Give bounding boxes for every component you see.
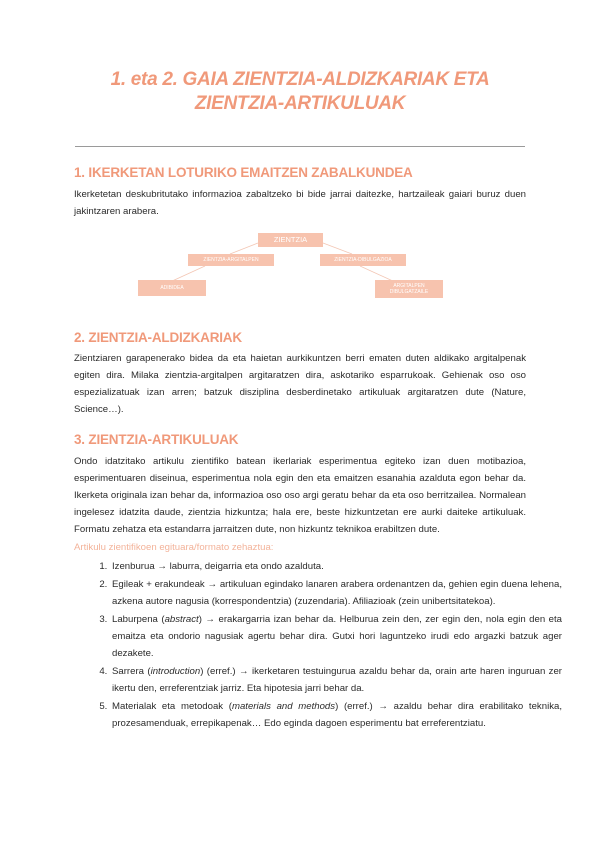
section-3-paragraph: Ondo idatzitako artikulu zientifiko batean ikerlariak esperimentua egiteko izan duen motibazioa, esperimentuaren diseinua, esperimentua nola egin den eta emaitzen esanahia azalduta egon behar da. Ikerketa originala izan behar da, informazioa oso oso argi geratu behar da eta oso berritzailea. Normalean ingelesez idatzita daude, zientzia hizkuntza; hala ere, beste hizkuntzetan ere aurki daiteke artikuluak. Formatu zehatza eta estandarra jarraitzen dute, non hizkuntz teknikoa erabiltzen dute. xyxy=(74,456,526,535)
list-item xyxy=(110,576,562,610)
section-2-heading: 2. ZIENTZIA-ALDIZKARIAK xyxy=(74,330,242,345)
section-1-heading: 1. IKERKETAN LOTURIKO EMAITZEN ZABALKUNDEA xyxy=(74,165,413,180)
diagram-box-zientzia: ZIENTZIA xyxy=(258,233,323,247)
section-2-paragraph: Zientziaren garapenerako bidea da eta haietan aurkikuntzen berri ematen duten aldikako argitalpenak egiten dira. Milaka zientzia-argitalpen argitaratzen dira, askotariko esparrukoak. Gehienak oso oso espezializatuak izan arren; batzuk disziplina desberdinetako artikuluak argitaratzen dute (Nature, Science…). xyxy=(74,353,526,415)
diagram-box-line-2: DIBULGATZAILE xyxy=(389,289,429,295)
diagram-box-line-1: ARGITALPEN xyxy=(393,283,425,289)
diagram-box-dibulgazioa: ZIENTZIA-DIBULGAZIOA xyxy=(320,254,406,266)
list-item xyxy=(110,698,562,732)
structure-list xyxy=(74,558,562,733)
title-line-1: 1. eta 2. GAIA ZIENTZIA-ALDIZKARIAK ETA xyxy=(110,69,490,90)
diagram-box-dibulgatzaile xyxy=(375,280,443,298)
list-item-text: Egileak + erakundeak → artikuluan egindako lanaren arabera ordenantzen da, gehien egin duena lehena, azkena autore nagusia (korrespondentzia) (zuzendaria). Afiliazioak (zein unibertsitatekoa). xyxy=(112,579,562,607)
list-item xyxy=(110,558,562,575)
section-1-paragraph: Ikerketetan deskubritutako informazioa zabaltzeko bi bide jarrai daitezke, hartzaileak gaiari buruz duen jakintzaren arabera. xyxy=(74,189,526,217)
diagram-box-argitalpen: ZIENTZIA-ARGITALPEN xyxy=(188,254,274,266)
list-item-term: introduction xyxy=(150,666,201,677)
diagram-box-adibidea: ADIBIDEA xyxy=(138,280,206,296)
list-item-text: Izenburua → laburra, deigarria eta ondo azalduta. xyxy=(112,561,324,572)
list-item-text: Laburpena ( xyxy=(112,614,165,625)
list-item-text: Sarrera ( xyxy=(112,666,151,677)
list-item-text: ) (erref.) → azaldu behar dira erabilitako teknika, prozesamenduak, errepikapenak… Edo egindа dagoen esperimentu bat erreferentziatu. xyxy=(112,701,562,729)
structure-subheading: Artikulu zientifikoen egituara/formato zehaztua: xyxy=(74,542,274,553)
list-item xyxy=(110,663,562,697)
list-item-term: abstract xyxy=(164,614,199,625)
list-item-text: ) → erakargarria izan behar da. Helburua zein den, zer egin den, nola egin den eta emaitza eta ondorio nagusiak agertu behar dira. Gutxi hori laguntzeko irudi edo argazki batzuk ager dezakete. xyxy=(112,614,562,659)
title-line-2: ZIENTZIA-ARTIKULUAK xyxy=(194,93,406,114)
list-item-term: materials and methods xyxy=(231,701,336,712)
list-item-text: ) (erref.) → ikerketaren testuingurua azaldu behar da, orain arte haren inguruan zer ikertu den, erreferentziak jarriz. Eta hipotesia jarri behar da. xyxy=(112,666,563,694)
list-item-text: Materialak eta metodoak ( xyxy=(112,701,232,712)
list-item xyxy=(110,611,562,662)
section-3-heading: 3. ZIENTZIA-ARTIKULUAK xyxy=(74,432,239,447)
